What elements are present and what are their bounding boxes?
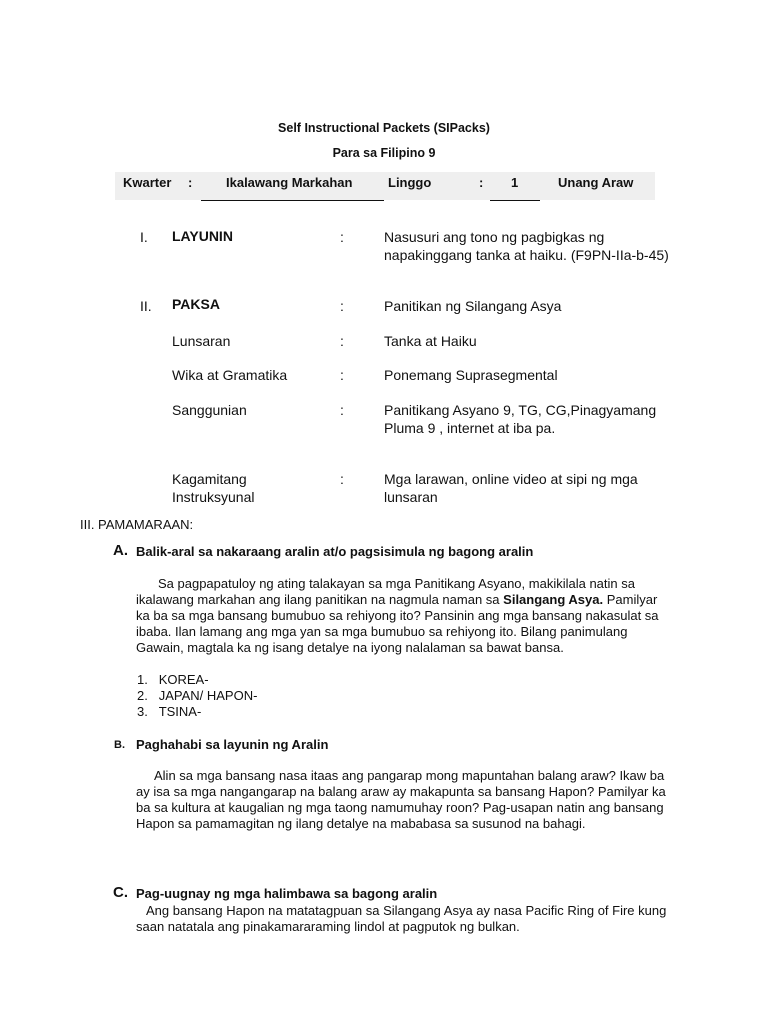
section-b-letter: B.	[114, 739, 125, 751]
linggo-value: 1	[511, 175, 519, 190]
section-b-title: Paghahabi sa layunin ng Aralin	[136, 737, 329, 752]
lunsaran-value: Tanka at Haiku	[384, 333, 477, 349]
markahan-value: Ikalawang Markahan	[226, 175, 353, 190]
objective-label: LAYUNIN	[172, 228, 233, 244]
section-a-letter: A.	[113, 542, 128, 559]
kwarter-colon: :	[188, 175, 193, 190]
sanggunian-value: Panitikang Asyano 9, TG, CG,Pinagyamang Pluma 9 , internet at iba pa.	[384, 402, 657, 436]
markahan-underline	[201, 200, 384, 201]
kagamitan-label: Kagamitang Instruksyunal	[172, 471, 255, 505]
topic-value: Panitikan ng Silangang Asya	[384, 298, 562, 314]
objective-colon: :	[340, 229, 344, 245]
lunsaran-colon: :	[340, 333, 344, 349]
lunsaran-label: Lunsaran	[172, 333, 231, 349]
document-title: Self Instructional Packets (SIPacks)	[278, 121, 490, 135]
sanggunian-label: Sanggunian	[172, 402, 247, 418]
topic-label: PAKSA	[172, 296, 220, 312]
list-item: 3. TSINA-	[137, 704, 202, 719]
objective-number: I.	[140, 229, 148, 245]
linggo-underline	[490, 200, 540, 201]
list-item: 2. JAPAN/ HAPON-	[137, 688, 258, 703]
linggo-label: Linggo	[388, 175, 432, 190]
topic-colon: :	[340, 298, 344, 314]
list-item: 1. KOREA-	[137, 672, 209, 687]
section-b-paragraph: Alin sa mga bansang nasa itaas ang pangarap mong mapuntahan balang araw? Ikaw ba ay isa sa mga nangangarap na balang araw ay makapunta sa bansang Hapon? Pamilyar ka ba sa kultura at kaugalian ng mga taong namumuhay roon? Pag-usapan natin ang bansang Hapon sa pamamagitan ng ilang detalye na mababasa sa susunod na bahagi.	[136, 768, 666, 831]
kagamitan-value: Mga larawan, online video at sipi ng mga lunsaran	[384, 471, 638, 505]
kwarter-label: Kwarter	[123, 175, 172, 190]
wika-colon: :	[340, 367, 344, 383]
section-c-title: Pag-uugnay ng mga halimbawa sa bagong aralin	[136, 886, 438, 901]
linggo-colon: :	[479, 175, 484, 190]
section-a-title: Balik-aral sa nakaraang aralin at/o pagsisimula ng bagong aralin	[136, 544, 534, 559]
topic-number: II.	[140, 298, 152, 314]
document-subtitle: Para sa Filipino 9	[332, 146, 436, 160]
wika-label: Wika at Gramatika	[172, 367, 288, 383]
section-title: III. PAMAMARAAN:	[80, 517, 194, 532]
section-c-letter: C.	[113, 884, 128, 901]
objective-value: Nasusuri ang tono ng pagbigkas ng napakinggang tanka at haiku. (F9PN-IIa-b-45)	[384, 229, 669, 263]
section-c-paragraph: Ang bansang Hapon na matatagpuan sa Silangang Asya ay nasa Pacific Ring of Fire kung saan natatala ang pinakamararaming lindol at pagputok ng bulkan.	[136, 903, 667, 934]
info-row	[115, 172, 655, 200]
wika-value: Ponemang Suprasegmental	[384, 367, 558, 383]
araw-value: Unang Araw	[558, 175, 634, 190]
sanggunian-colon: :	[340, 402, 344, 418]
section-a-paragraph: Sa pagpapatuloy ng ating talakayan sa mga Panitikang Asyano, makikilala natin sa ikalawang markahan ang ilang panitikan na nagmula naman sa Silangang Asya. Pamilyar ka ba sa mga bansang bumubuo sa rehiyong ito? Pansinin ang mga bansang nakasulat sa ibaba. Ilan lamang ang mga yan sa mga bumubuo sa rehiyong ito. Bilang panimulang Gawain, magtala ka ng isang detalye na iyong nalalaman sa bawat bansa.	[136, 576, 659, 655]
kagamitan-colon: :	[340, 471, 344, 487]
